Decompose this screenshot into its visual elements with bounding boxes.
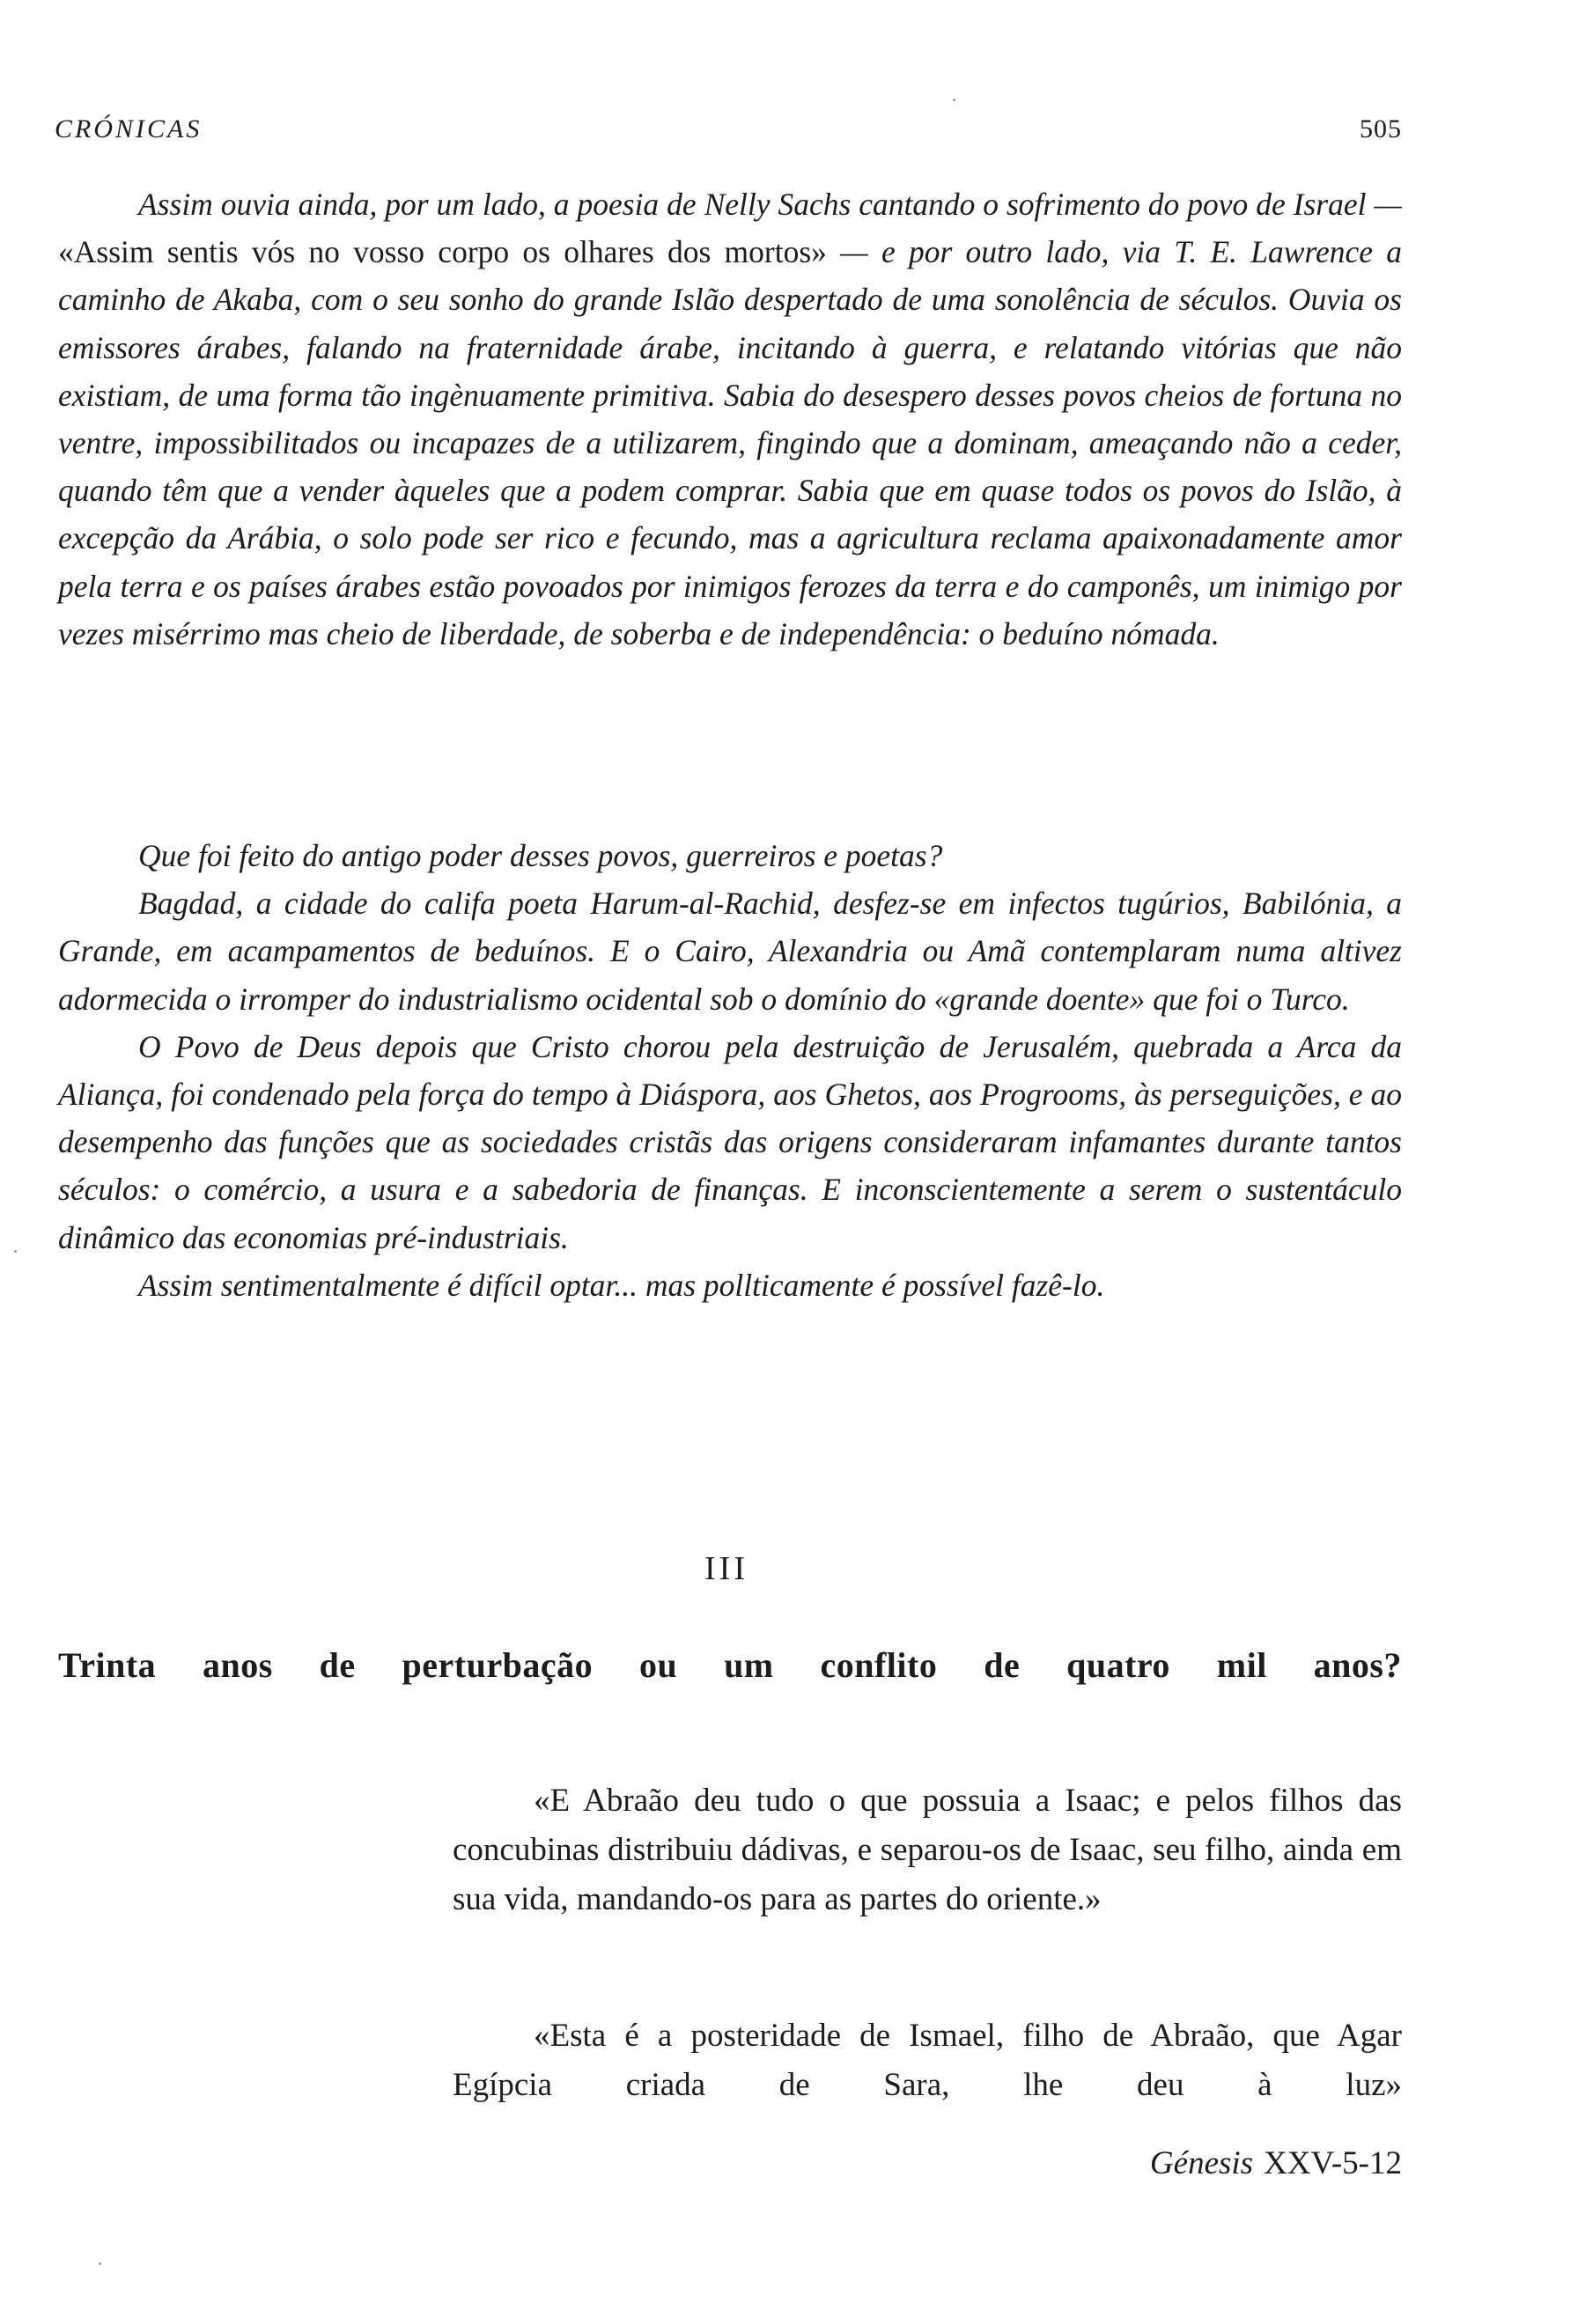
citation-reference: XXV-5-12 — [1264, 2145, 1402, 2181]
paragraph-5: Assim sentimentalmente é difícil optar... mas pollticamente é possível fazê-lo. — [138, 1267, 1105, 1303]
epigraph-quote-1: «E Abraão deu tudo o que possuia a Isaac; e pelos filhos das concubinas distribuiu dádivas, e separou-os de Isaac, seu filho, ainda em sua vida, mandando-os para as partes do oriente.» — [453, 1783, 1402, 1917]
epigraph-2 — [453, 2011, 1402, 2110]
page-number: 505 — [1360, 114, 1402, 143]
citation-book: Génesis — [1149, 2145, 1254, 2181]
paragraph-3: Bagdad, a cidade do califa poeta Harum-al-Rachid, desfez-se em infectos tugúrios, Babilónia, a Grande, em acampamentos de beduínos. E o Cairo, Alexandria ou Amã contemplaram numa altivez adormecida o irromper do industrialismo ocidental sob o domínio do «grande doente» que foi o Turco. — [58, 886, 1402, 1017]
section-number: III — [704, 1550, 748, 1587]
section-title: Trinta anos de perturbação ou um conflito de quatro mil anos? — [58, 1645, 1402, 1685]
paper-speck — [14, 1250, 17, 1253]
paper-speck — [953, 99, 955, 101]
running-head — [55, 114, 1402, 150]
paragraph-1 — [58, 180, 1402, 658]
paragraph-4: O Povo de Deus depois que Cristo chorou pela destruição de Jerusalém, quebrada a Arca da Aliança, foi condenado pela força do tempo à Diáspora, aos Ghetos, aos Progrooms, às perseguições, e ao desempenho das funções que as sociedades cristãs das origens consideraram infamantes durante tantos séculos: o comércio, a usura e a sabedoria de finanças. E inconscientemente a serem o sustentáculo dinâmico das economias pré-industriais. — [58, 1028, 1402, 1255]
paragraph-2: Que foi feito do antigo poder desses povos, guerreiros e poetas? — [138, 838, 943, 873]
inline-quotation: «Assim sentis vós no vosso corpo os olhares dos mortos» — [58, 234, 827, 270]
paragraph-1-part-1: Assim ouvia ainda, por um lado, a poesia de Nelly Sachs cantando o sofrimento do povo de Israel — — [138, 187, 1402, 222]
running-head-title: CRÓNICAS — [55, 114, 203, 143]
epigraph-quote-2: «Esta é a posteridade de Ismael, filho de Abraão, que Agar Egípcia criada de Sara, lhe deu à luz» — [453, 2018, 1402, 2103]
paper-speck — [99, 2262, 101, 2265]
reflection-section — [58, 832, 1402, 1309]
epigraph-citation — [1150, 2144, 1402, 2182]
epigraph-1 — [453, 1776, 1402, 1924]
opening-section — [58, 180, 1402, 658]
paragraph-1-part-2: — e por outro lado, via T. E. Lawrence a caminho de Akaba, com o seu sonho do grande Islão despertado de uma sonolência de séculos. Ouvia os emissores árabes, falando na fraternidade árabe, incitando à guerra, e relatando vitórias que não existiam, de uma forma tão ingènuamente primitiva. Sabia do desespero desses povos cheios de fortuna no ventre, impossibilitados ou incapazes de a utilizarem, fingindo que a dominam, ameaçando não a ceder, quando têm que a vender àqueles que a podem comprar. Sabia que em quase todos os povos do Islão, à excepção da Arábia, o solo pode ser rico e fecundo, mas a agricultura reclama apaixonadamente amor pela terra e os países árabes estão povoados por inimigos ferozes da terra e do camponês, um inimigo por vezes misérrimo mas cheio de liberdade, de soberba e de independência: o beduíno nómada. — [58, 234, 1403, 651]
